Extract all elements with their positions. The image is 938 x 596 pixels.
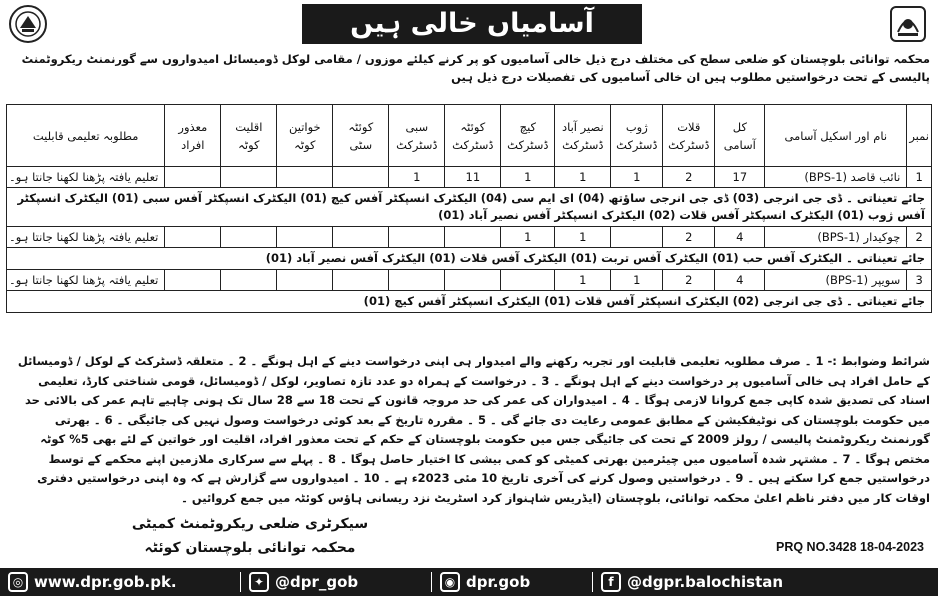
header-total: کل آسامی bbox=[715, 105, 765, 167]
balochistan-emblem-icon bbox=[888, 4, 928, 44]
cell-women bbox=[277, 270, 333, 291]
facebook-text: @dgpr.balochistan bbox=[627, 573, 784, 591]
cell-disabled bbox=[165, 227, 221, 248]
cell-post: نائب قاصد (BPS-1) bbox=[765, 167, 907, 188]
cell-quetta bbox=[445, 227, 501, 248]
posting-row bbox=[7, 188, 932, 227]
cell-sibi: 1 bbox=[389, 167, 445, 188]
header-post: نام اور اسکیل آسامی bbox=[765, 105, 907, 167]
cell-post: سویپر (BPS-1) bbox=[765, 270, 907, 291]
header-minority-quota: اقلیت کوٹہ bbox=[221, 105, 277, 167]
cell-quetta: 11 bbox=[445, 167, 501, 188]
header-naseerabad: نصیر آباد ڈسٹرکٹ bbox=[555, 105, 611, 167]
posting-row bbox=[7, 291, 932, 313]
cell-minority bbox=[221, 227, 277, 248]
header-no: نمبر bbox=[907, 105, 932, 167]
cell-post: چوکیدار (BPS-1) bbox=[765, 227, 907, 248]
header-quetta: کوئٹہ ڈسٹرکٹ bbox=[445, 105, 501, 167]
table-row bbox=[7, 167, 932, 188]
table-row bbox=[7, 270, 932, 291]
table-row bbox=[7, 227, 932, 248]
footer-twitter[interactable] bbox=[241, 568, 431, 596]
website-text: www.dpr.gob.pk. bbox=[34, 573, 177, 591]
cell-qualification: تعلیم یافتہ پڑھنا لکھنا جانتا ہو۔ bbox=[7, 167, 165, 188]
table-header-row bbox=[7, 105, 932, 167]
terms-and-conditions: شرائط وضوابط :- 1 ۔ صرف مطلوبہ تعلیمی قابلیت اور تجربہ رکھنے والے امیدوار ہی اپنی درخواست دینے کے اہل ہونگے ۔ 2 ۔ متعلقہ ڈسٹرکٹ کے لوکل / ڈومیسائل کے حامل افراد ہی خالی آسامیوں پر درخواست دینے کے اہل ہونگے ۔ 3 ۔ درخواست کے ہمراہ دو عدد تازہ تصاویر، لوکل / ڈومیسائل، قومی شناختی کارڈ، تعلیمی اسناد کی تصدیق شدہ کاپی جمع کروانا لازمی ہوگا ۔ 4 ۔ امیدواران کی عمر کی حد مروجہ قانون کے تحت 18 سے 28 سال تک ہونی چاہیے تاہم عمر کی بالائی حد میں حکومت بلوچستان کی نوٹیفکیشن کے مطابق عمومی رعایت دی جائے گی ۔ 5 ۔ مقررہ تاریخ کے بعد کوئی درخواست وصول نہیں کی جائیگی ۔ 6 ۔ بھرتی گورنمنٹ ریکروٹمنٹ پالیسی / رولز 2009 کے تحت کی جائیگی جس میں حکومت بلوچستان کے حکم کے تحت معذور افراد، اقلیت اور خواتین کے لئے بھی 5% کوٹہ مختص ہوگا ۔ 7 ۔ مشتہر شدہ آسامیوں میں چیئرمین بھرتی کمیٹی کو کمی بیشی کا اختیار حاصل ہوگا ۔ 8 ۔ پہلے سے سرکاری ملازمین اپنے محکمے کے توسط درخواستیں جمع کرا سکتے ہیں ۔ 9 ۔ درخواستیں وصول کرنے کی آخری تاریخ 10 مئی 2023ء ہے ۔ 10 ۔ امیدواروں سے گزارش ہے کہ وہ اپنی درخواستیں دفتری اوقات کار میں دفتر ناظم اعلیٰ محکمہ توانائی، بلوچستان (ایڈریس شاہنواز کرد اسٹریٹ نزد ریسانی ہاؤس کوئٹہ میں جمع کروائیں ۔ bbox=[17, 354, 930, 505]
posting-details: جائے تعیناتی ۔ الیکٹرک آفس حب (01) الیکٹرک آفس تربت (01) الیکٹرک آفس قلات (01) الیکٹرک آفس نصیر آباد (01) bbox=[7, 248, 932, 270]
header-women-quota: خواتین کوٹہ bbox=[277, 105, 333, 167]
cell-qualification: تعلیم یافتہ پڑھنا لکھنا جانتا ہو۔ bbox=[7, 227, 165, 248]
footer-bar bbox=[0, 568, 938, 596]
globe-icon: ◎ bbox=[8, 572, 28, 592]
vacancy-table bbox=[6, 104, 932, 313]
cell-quetta-city bbox=[333, 167, 389, 188]
header-quetta-city: کوئٹہ سٹی bbox=[333, 105, 389, 167]
signature-line-2: محکمہ توانائی بلوچستان کوئٹہ bbox=[144, 540, 356, 556]
posting-row bbox=[7, 248, 932, 270]
signature-block bbox=[100, 512, 400, 560]
cell-women bbox=[277, 167, 333, 188]
header-qualification: مطلوبہ تعلیمی قابلیت bbox=[7, 105, 165, 167]
header-disabled-quota: معذور افراد bbox=[165, 105, 221, 167]
header-zhob: ژوب ڈسٹرکٹ bbox=[611, 105, 663, 167]
footer-website[interactable] bbox=[0, 568, 240, 596]
cell-disabled bbox=[165, 270, 221, 291]
cell-total: 4 bbox=[715, 270, 765, 291]
cell-zhob: 1 bbox=[611, 270, 663, 291]
posting-details: جائے تعیناتی ۔ ڈی جی انرجی (03) ڈی جی انرجی ساؤتھ (04) ای ایم سی (04) الیکٹرک انسپکٹر آفس کیچ (01) الیکٹرک انسپکٹر آفس سبی (01) الیکٹرک انسپکٹر آفس ژوب (01) الیکٹرک انسپکٹر آفس قلات (02) الیکٹرک انسپکٹر آفس نصیر آباد (01) bbox=[7, 188, 932, 227]
facebook-icon: f bbox=[601, 572, 621, 592]
cell-sibi bbox=[389, 227, 445, 248]
cell-naseerabad: 1 bbox=[555, 227, 611, 248]
cell-kech bbox=[501, 270, 555, 291]
cell-no: 1 bbox=[907, 167, 932, 188]
government-emblem-icon bbox=[8, 4, 48, 44]
cell-quetta bbox=[445, 270, 501, 291]
cell-kalat: 2 bbox=[663, 167, 715, 188]
footer-facebook[interactable] bbox=[593, 568, 791, 596]
cell-total: 4 bbox=[715, 227, 765, 248]
cell-minority bbox=[221, 167, 277, 188]
cell-kech: 1 bbox=[501, 227, 555, 248]
cell-kalat: 2 bbox=[663, 270, 715, 291]
prq-number: PRQ NO.3428 18-04-2023 bbox=[775, 540, 924, 554]
cell-qualification: تعلیم یافتہ پڑھنا لکھنا جانتا ہو۔ bbox=[7, 270, 165, 291]
cell-quetta-city bbox=[333, 270, 389, 291]
cell-women bbox=[277, 227, 333, 248]
twitter-text: @dpr_gob bbox=[275, 573, 359, 591]
instagram-text: dpr.gob bbox=[466, 573, 531, 591]
page-title: آسامیاں خالی ہیں bbox=[302, 4, 642, 44]
signature-line-1: سیکرٹری ضلعی ریکروٹمنٹ کمیٹی bbox=[131, 516, 369, 532]
cell-kech: 1 bbox=[501, 167, 555, 188]
twitter-icon: ✦ bbox=[249, 572, 269, 592]
cell-no: 2 bbox=[907, 227, 932, 248]
posting-details: جائے تعیناتی ۔ ڈی جی انرجی (02) الیکٹرک انسپکٹر آفس قلات (01) الیکٹرک انسپکٹر آفس کیچ (01) bbox=[7, 291, 932, 313]
cell-naseerabad: 1 bbox=[555, 270, 611, 291]
footer-instagram[interactable] bbox=[432, 568, 592, 596]
cell-total: 17 bbox=[715, 167, 765, 188]
header bbox=[0, 0, 938, 48]
cell-naseerabad: 1 bbox=[555, 167, 611, 188]
header-sibi: سبی ڈسٹرکٹ bbox=[389, 105, 445, 167]
header-kech: کیچ ڈسٹرکٹ bbox=[501, 105, 555, 167]
header-kalat: قلات ڈسٹرکٹ bbox=[663, 105, 715, 167]
instagram-icon: ◉ bbox=[440, 572, 460, 592]
cell-sibi bbox=[389, 270, 445, 291]
cell-quetta-city bbox=[333, 227, 389, 248]
cell-no: 3 bbox=[907, 270, 932, 291]
cell-zhob bbox=[611, 227, 663, 248]
cell-minority bbox=[221, 270, 277, 291]
cell-zhob: 1 bbox=[611, 167, 663, 188]
intro-text: محکمہ توانائی بلوچستان کو ضلعی سطح کی مختلف درج ذیل خالی آسامیوں کو پر کرنے کیلئے موزوں / مقامی لوکل ڈومیسائل امیدواروں سے گورنمنٹ ریکروٹمنٹ پالیسی کے تحت درخواستیں مطلوب ہیں ان خالی آسامیوں کی تفصیلات درج ذیل ہیں bbox=[21, 52, 930, 84]
cell-kalat: 2 bbox=[663, 227, 715, 248]
cell-disabled bbox=[165, 167, 221, 188]
